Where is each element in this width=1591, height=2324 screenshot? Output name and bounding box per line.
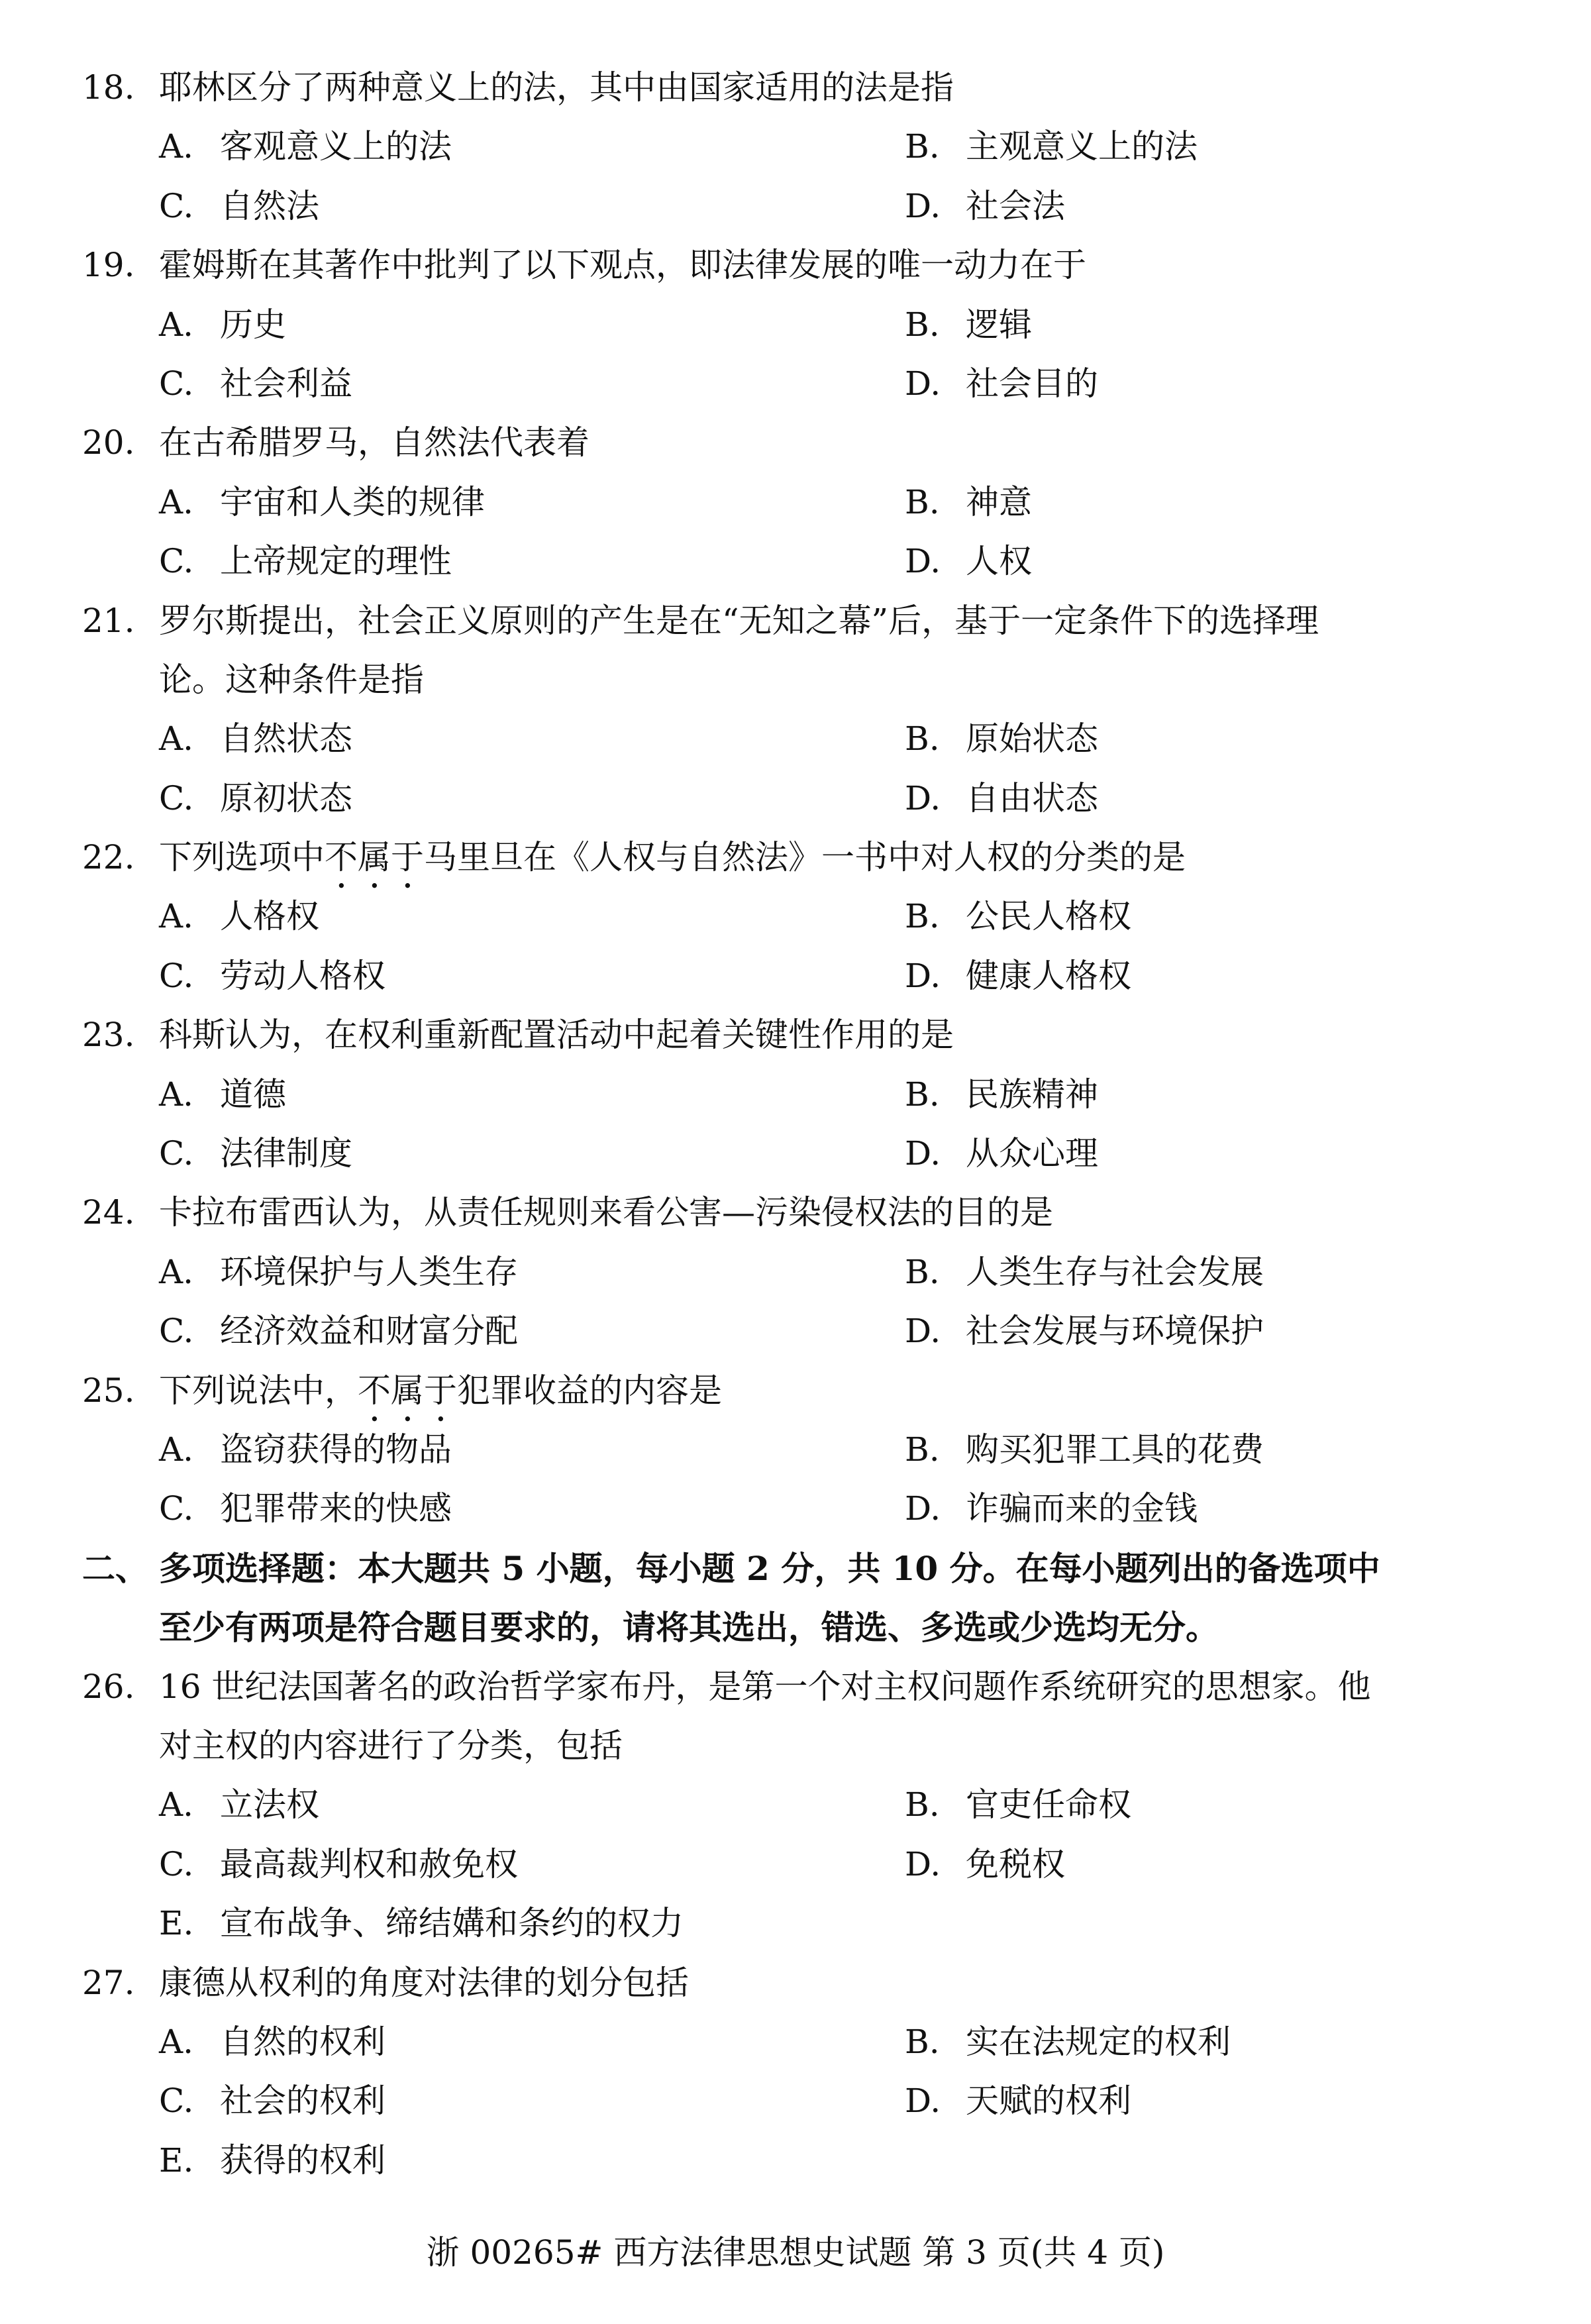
option-text: 自然的权利 xyxy=(220,2022,385,2061)
option-letter: B. xyxy=(905,482,940,521)
option-text: 人权 xyxy=(966,542,1032,581)
option-text: 主观意义上的法 xyxy=(966,127,1198,166)
option-e xyxy=(159,2131,385,2190)
option-letter: A. xyxy=(159,127,194,166)
question-stem: 耶林区分了两种意义上的法，其中由国家适用的法是指 xyxy=(159,68,954,107)
option-text: 自由状态 xyxy=(966,778,1098,818)
option-text: 自然状态 xyxy=(220,719,352,759)
option-b xyxy=(905,117,1198,176)
option-letter: C. xyxy=(159,778,194,818)
option-a xyxy=(159,1775,319,1834)
option-text: 社会法 xyxy=(966,186,1065,225)
option-b xyxy=(905,710,1098,768)
page-footer: 浙 00265# 西方法律思想史试题 第 3 页(共 4 页) xyxy=(426,2233,1165,2272)
option-text: 公民人格权 xyxy=(966,897,1131,936)
question-line xyxy=(0,1183,1591,1242)
option-letter: B. xyxy=(905,897,940,936)
option-letter: D. xyxy=(905,1489,941,1528)
option-text: 自然法 xyxy=(220,186,319,225)
option-text: 盗窃获得的物品 xyxy=(220,1430,452,1469)
option-text: 购买犯罪工具的花费 xyxy=(966,1430,1264,1469)
option-d xyxy=(905,1302,1264,1361)
option-letter: B. xyxy=(905,1785,940,1824)
option-row xyxy=(0,887,1591,946)
question-number: 19. xyxy=(82,246,135,285)
option-letter: D. xyxy=(905,1844,941,1883)
option-d xyxy=(905,947,1131,1006)
option-row xyxy=(0,947,1591,1006)
option-letter: E. xyxy=(159,1904,194,1943)
option-text: 天赋的权利 xyxy=(966,2082,1131,2121)
question-line xyxy=(0,1717,1591,1775)
option-letter: D. xyxy=(905,1312,941,1351)
option-letter: B. xyxy=(905,305,940,344)
option-letter: B. xyxy=(905,719,940,759)
option-letter: C. xyxy=(159,1489,194,1528)
option-letter: C. xyxy=(159,542,194,581)
question-line xyxy=(0,1954,1591,2013)
stem-text: 下列说法中， xyxy=(159,1371,358,1410)
option-a xyxy=(159,473,485,532)
option-row xyxy=(0,2131,1591,2190)
question-stem: 霍姆斯在其著作中批判了以下观点，即法律发展的唯一动力在于 xyxy=(159,246,1086,285)
question-number: 25. xyxy=(82,1371,135,1410)
question-stem: 论。这种条件是指 xyxy=(159,660,424,699)
option-row xyxy=(0,1775,1591,1834)
option-b xyxy=(905,1420,1264,1479)
option-text: 官吏任命权 xyxy=(966,1785,1131,1824)
section-instructions: 至少有两项是符合题目要求的，请将其选出，错选、多选或少选均无分。 xyxy=(159,1608,1219,1648)
option-b xyxy=(905,295,1032,354)
question-stem: 卡拉布雷西认为，从责任规则来看公害—污染侵权法的目的是 xyxy=(159,1193,1053,1232)
option-b xyxy=(905,887,1131,946)
option-text: 上帝规定的理性 xyxy=(220,542,452,581)
section-heading xyxy=(0,1598,1591,1657)
option-b xyxy=(905,1065,1098,1124)
option-e xyxy=(159,1894,684,1953)
option-text: 从众心理 xyxy=(966,1134,1098,1173)
option-letter: C. xyxy=(159,1134,194,1173)
option-c xyxy=(159,1302,518,1361)
question-line xyxy=(0,1361,1591,1420)
section-instructions: 多项选择题：本大题共 5 小题，每小题 2 分，共 10 分。在每小题列出的备选项中 xyxy=(159,1548,1380,1588)
option-letter: A. xyxy=(159,1252,194,1291)
option-letter: D. xyxy=(905,186,941,225)
emphasized-text: 不属于 xyxy=(358,1371,457,1410)
option-text: 原初状态 xyxy=(220,778,352,818)
option-letter: C. xyxy=(159,956,194,995)
option-row xyxy=(0,177,1591,236)
option-letter: A. xyxy=(159,1785,194,1824)
option-row xyxy=(0,295,1591,354)
option-a xyxy=(159,887,319,946)
option-row xyxy=(0,1479,1591,1538)
option-a xyxy=(159,295,286,354)
option-letter: B. xyxy=(905,127,940,166)
question-stem: 罗尔斯提出，社会正义原则的产生是在“无知之幕”后，基于一定条件下的选择理 xyxy=(159,601,1319,640)
option-text: 免税权 xyxy=(966,1844,1065,1883)
question-stem: 在古希腊罗马，自然法代表着 xyxy=(159,423,590,462)
option-row xyxy=(0,1835,1591,1894)
option-c xyxy=(159,2072,385,2131)
option-letter: C. xyxy=(159,186,194,225)
question-number: 26. xyxy=(82,1667,135,1706)
option-d xyxy=(905,1479,1198,1538)
option-text: 法律制度 xyxy=(220,1134,352,1173)
option-d xyxy=(905,1124,1098,1183)
option-c xyxy=(159,769,352,828)
option-b xyxy=(905,473,1032,532)
option-letter: D. xyxy=(905,364,941,403)
option-letter: E. xyxy=(159,2140,194,2180)
option-row xyxy=(0,769,1591,828)
question-number: 22. xyxy=(82,838,135,877)
option-letter: B. xyxy=(905,1430,940,1469)
stem-text: 犯罪收益的内容是 xyxy=(457,1371,722,1410)
exam-page-body xyxy=(0,58,1591,2190)
option-row xyxy=(0,117,1591,176)
option-c xyxy=(159,947,385,1006)
option-letter: A. xyxy=(159,897,194,936)
option-d xyxy=(905,769,1098,828)
option-text: 人格权 xyxy=(220,897,319,936)
option-text: 实在法规定的权利 xyxy=(966,2022,1231,2061)
section-heading xyxy=(0,1539,1591,1598)
option-row xyxy=(0,2013,1591,2072)
option-text: 原始状态 xyxy=(966,719,1098,759)
option-text: 历史 xyxy=(220,305,286,344)
option-d xyxy=(905,2072,1131,2131)
question-line xyxy=(0,1006,1591,1065)
option-text: 宣布战争、缔结媾和条约的权力 xyxy=(220,1904,684,1943)
option-a xyxy=(159,710,352,768)
option-d xyxy=(905,177,1065,236)
option-row xyxy=(0,710,1591,768)
option-letter: A. xyxy=(159,1430,194,1469)
option-letter: B. xyxy=(905,1075,940,1114)
option-d xyxy=(905,532,1032,591)
option-letter: C. xyxy=(159,1844,194,1883)
option-c xyxy=(159,1835,518,1894)
option-a xyxy=(159,1420,452,1479)
question-stem: 16 世纪法国著名的政治哲学家布丹，是第一个对主权问题作系统研究的思想家。他 xyxy=(159,1667,1371,1706)
emphasized-text: 不属于 xyxy=(325,838,424,877)
option-text: 神意 xyxy=(966,482,1032,521)
option-a xyxy=(159,117,452,176)
option-c xyxy=(159,1479,452,1538)
option-d xyxy=(905,354,1098,413)
option-text: 劳动人格权 xyxy=(220,956,385,995)
option-text: 社会发展与环境保护 xyxy=(966,1312,1264,1351)
option-row xyxy=(0,1124,1591,1183)
question-number: 21. xyxy=(82,601,135,640)
question-stem: 科斯认为，在权利重新配置活动中起着关键性作用的是 xyxy=(159,1016,954,1055)
question-stem: 康德从权利的角度对法律的划分包括 xyxy=(159,1963,689,2002)
option-letter: D. xyxy=(905,956,941,995)
question-line xyxy=(0,413,1591,472)
option-text: 诈骗而来的金钱 xyxy=(966,1489,1198,1528)
option-row xyxy=(0,1065,1591,1124)
option-letter: D. xyxy=(905,778,941,818)
option-letter: D. xyxy=(905,1134,941,1173)
question-line xyxy=(0,236,1591,295)
option-text: 社会的权利 xyxy=(220,2082,385,2121)
option-text: 社会利益 xyxy=(220,364,352,403)
option-letter: B. xyxy=(905,2022,940,2061)
option-letter: A. xyxy=(159,305,194,344)
option-row xyxy=(0,354,1591,413)
option-text: 道德 xyxy=(220,1075,286,1114)
option-row xyxy=(0,532,1591,591)
option-row xyxy=(0,473,1591,532)
option-a xyxy=(159,1243,518,1302)
option-b xyxy=(905,1243,1264,1302)
question-number: 18. xyxy=(82,68,135,107)
option-c xyxy=(159,354,352,413)
option-text: 经济效益和财富分配 xyxy=(220,1312,518,1351)
option-text: 获得的权利 xyxy=(220,2140,385,2180)
option-c xyxy=(159,532,452,591)
section-number: 二、 xyxy=(82,1548,148,1588)
option-text: 宇宙和人类的规律 xyxy=(220,482,485,521)
option-text: 立法权 xyxy=(220,1785,319,1824)
option-a xyxy=(159,2013,385,2072)
question-number: 20. xyxy=(82,423,135,462)
option-text: 健康人格权 xyxy=(966,956,1131,995)
option-letter: C. xyxy=(159,1312,194,1351)
option-letter: A. xyxy=(159,1075,194,1114)
question-number: 27. xyxy=(82,1963,135,2002)
option-b xyxy=(905,2013,1231,2072)
question-line xyxy=(0,58,1591,117)
option-letter: A. xyxy=(159,719,194,759)
option-c xyxy=(159,177,319,236)
option-a xyxy=(159,1065,286,1124)
option-letter: D. xyxy=(905,542,941,581)
option-text: 逻辑 xyxy=(966,305,1032,344)
option-text: 犯罪带来的快感 xyxy=(220,1489,452,1528)
stem-text: 下列选项中 xyxy=(159,838,325,877)
option-c xyxy=(159,1124,352,1183)
option-text: 最高裁判权和赦免权 xyxy=(220,1844,518,1883)
option-d xyxy=(905,1835,1065,1894)
question-line xyxy=(0,592,1591,651)
option-text: 民族精神 xyxy=(966,1075,1098,1114)
option-letter: D. xyxy=(905,2082,941,2121)
option-letter: C. xyxy=(159,2082,194,2121)
option-text: 环境保护与人类生存 xyxy=(220,1252,518,1291)
stem-text: 马里旦在《人权与自然法》一书中对人权的分类的是 xyxy=(424,838,1186,877)
question-line xyxy=(0,828,1591,887)
option-text: 人类生存与社会发展 xyxy=(966,1252,1264,1291)
question-line xyxy=(0,651,1591,710)
option-b xyxy=(905,1775,1131,1834)
question-number: 23. xyxy=(82,1016,135,1055)
option-row xyxy=(0,1420,1591,1479)
option-letter: A. xyxy=(159,2022,194,2061)
option-text: 社会目的 xyxy=(966,364,1098,403)
option-text: 客观意义上的法 xyxy=(220,127,452,166)
option-row xyxy=(0,2072,1591,2131)
option-letter: C. xyxy=(159,364,194,403)
option-row xyxy=(0,1243,1591,1302)
question-stem xyxy=(159,828,1186,896)
option-letter: B. xyxy=(905,1252,940,1291)
option-letter: A. xyxy=(159,482,194,521)
option-row xyxy=(0,1302,1591,1361)
question-line xyxy=(0,1658,1591,1717)
question-stem xyxy=(159,1361,722,1429)
question-stem: 对主权的内容进行了分类，包括 xyxy=(159,1726,623,1765)
question-number: 24. xyxy=(82,1193,135,1232)
option-row xyxy=(0,1894,1591,1953)
